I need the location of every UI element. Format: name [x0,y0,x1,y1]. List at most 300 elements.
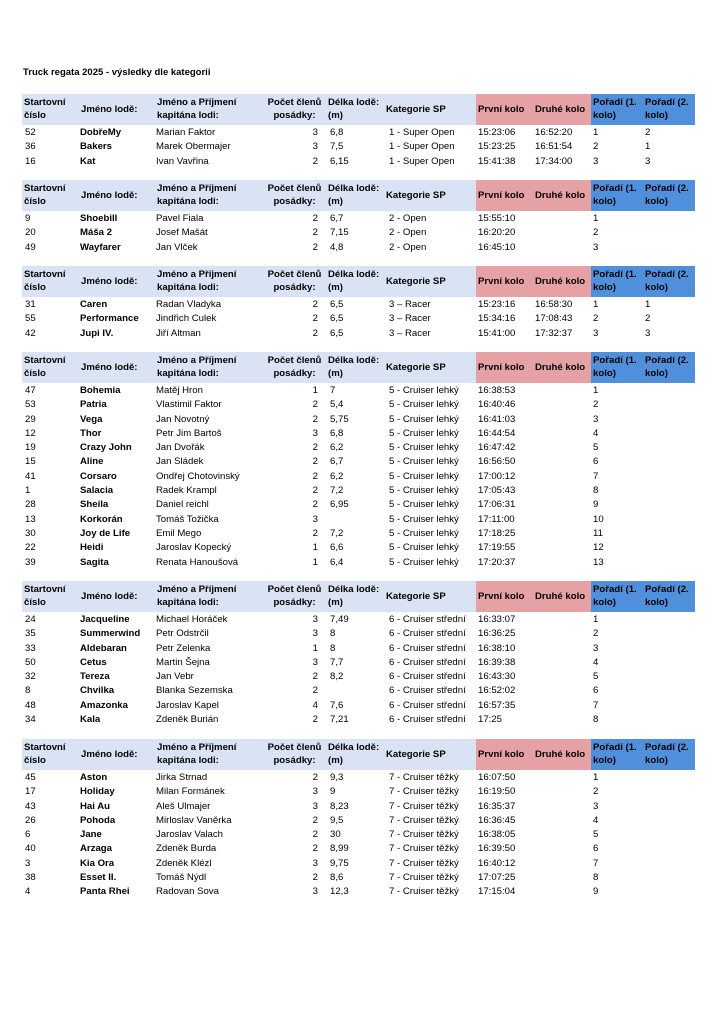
cell-first: 17:11:00 [478,513,515,525]
cell-boat: Vega [80,413,103,425]
header-first: První kolo [476,352,533,383]
cell-first: 16:40:12 [478,857,516,869]
cell-num: 40 [25,843,36,855]
cell-category: 5 - Cruiser lehký [389,513,459,525]
cell-category: 6 - Cruiser střední [389,699,466,711]
cell-boat: Aline [80,456,104,468]
cell-rank1: 1 [593,299,599,310]
cell-category: 7 - Cruiser těžký [389,886,459,898]
cell-boat: Aldebaran [80,642,127,654]
cell-category: 5 - Cruiser lehký [389,542,459,554]
cell-second: 17:08:43 [535,313,573,325]
cell-captain: Tomáš Tožička [156,513,219,525]
header-crew: Počet členů posádky: [263,266,326,297]
cell-rank1: 8 [593,872,599,884]
cell-rank1: 2 [593,399,599,411]
category-table [22,180,695,255]
cell-captain: Vlastimil Faktor [156,399,222,411]
cell-num: 39 [25,556,36,568]
cell-first: 16:19:50 [478,786,516,798]
cell-first: 15:23:25 [478,141,516,153]
cell-crew: 1 [312,556,318,568]
cell-first: 15:23:06 [478,127,516,138]
category-table [22,739,695,900]
cell-length: 6,5 [330,327,344,339]
cell-first: 16:36:45 [478,814,516,826]
table-header [22,266,695,297]
cell-rank1: 4 [593,656,599,668]
cell-boat: Hai Au [80,800,111,812]
category-table [22,581,695,727]
cell-length: 6,5 [330,299,344,310]
cell-num: 50 [25,656,36,668]
cell-crew: 2 [312,685,318,697]
cell-boat: Salacia [80,485,114,497]
cell-crew: 3 [312,127,318,138]
table-row [22,126,695,140]
cell-crew: 2 [312,714,318,726]
cell-crew: 2 [312,241,318,253]
cell-boat: Jupi IV. [80,327,114,339]
cell-crew: 2 [312,442,318,454]
cell-num: 9 [25,213,31,224]
cell-rank2: 3 [645,327,651,339]
cell-rank1: 2 [593,141,599,153]
cell-first: 16:36:25 [478,628,516,640]
header-category: Kategorie SP [384,739,476,770]
cell-rank1: 12 [593,542,604,554]
cell-num: 53 [25,399,36,411]
cell-num: 6 [25,829,31,841]
cell-captain: Marek Obermajer [156,141,231,153]
cell-rank1: 5 [593,442,599,454]
cell-crew: 3 [312,857,318,869]
cell-crew: 3 [312,656,318,668]
cell-num: 33 [25,642,36,654]
table-row [22,527,695,541]
cell-boat: Chvilka [80,685,115,697]
cell-captain: Jan Vlček [156,241,198,253]
cell-rank1: 7 [593,470,599,482]
header-category: Kategorie SP [384,94,476,125]
table-row [22,241,695,255]
cell-length: 5,75 [330,413,349,425]
header-rank1: Pořadí (1. kolo) [591,739,643,770]
cell-rank2: 2 [645,127,651,138]
cell-crew: 1 [312,642,318,654]
table-row [22,155,695,169]
cell-length: 7,2 [330,485,344,497]
cell-first: 17:00:12 [478,470,516,482]
cell-rank1: 5 [593,671,599,683]
header-first: První kolo [476,581,533,612]
cell-num: 20 [25,227,36,239]
cell-category: 7 - Cruiser těžký [389,800,459,812]
cell-captain: Jindřich Culek [156,313,217,325]
header-rank2: Pořadí (2. kolo) [643,352,695,383]
header-length: Délka lodě: (m) [326,180,384,211]
header-crew: Počet členů posádky: [263,739,326,770]
cell-captain: Radek Krampl [156,485,217,497]
cell-rank1: 3 [593,642,599,654]
cell-category: 2 - Open [389,213,427,224]
cell-crew: 3 [312,628,318,640]
cell-length: 6,2 [330,442,344,454]
cell-captain: Jaroslav Kopecký [156,542,232,554]
cell-length: 7,15 [330,227,349,239]
cell-boat: Corsaro [80,470,117,482]
table-row [22,885,695,899]
table-row [22,541,695,555]
cell-num: 17 [25,786,36,798]
cell-num: 55 [25,313,36,325]
table-row [22,513,695,527]
cell-category: 7 - Cruiser těžký [389,772,459,783]
cell-num: 45 [25,772,36,783]
cell-first: 17:25 [478,714,503,726]
cell-category: 6 - Cruiser střední [389,656,466,668]
cell-category: 5 - Cruiser lehký [389,499,459,511]
table-row [22,484,695,498]
header-captain: Jméno a Příjmení kapitána lodi: [155,739,263,770]
cell-category: 1 - Super Open [389,127,455,138]
cell-num: 28 [25,499,36,511]
cell-crew: 1 [312,542,318,554]
header-category: Kategorie SP [384,180,476,211]
cell-crew: 2 [312,413,318,425]
table-row [22,140,695,154]
cell-num: 36 [25,141,36,153]
cell-first: 15:41:38 [478,155,516,167]
cell-captain: Jan Novotný [156,413,210,425]
cell-first: 16:35:37 [478,800,516,812]
cell-captain: Marian Faktor [156,127,216,138]
cell-category: 6 - Cruiser střední [389,642,466,654]
cell-num: 24 [25,614,36,625]
cell-num: 16 [25,155,36,167]
cell-captain: Petr Zelenka [156,642,211,654]
cell-rank1: 2 [593,786,599,798]
table-row [22,627,695,641]
cell-boat: Heidi [80,542,104,554]
cell-length: 8,2 [330,671,344,683]
cell-crew: 3 [312,513,318,525]
cell-boat: Esset II. [80,872,117,884]
cell-second: 16:58:30 [535,299,573,310]
cell-length: 12,3 [330,886,349,898]
cell-category: 6 - Cruiser střední [389,671,466,683]
cell-category: 3 – Racer [389,299,431,310]
cell-crew: 1 [312,385,318,396]
cell-length: 30 [330,829,341,841]
cell-rank1: 5 [593,829,599,841]
table-row [22,212,695,226]
cell-captain: Ivan Vavřina [156,155,209,167]
cell-category: 5 - Cruiser lehký [389,399,459,411]
cell-rank1: 8 [593,714,599,726]
cell-length: 6,4 [330,556,344,568]
cell-first: 15:55:10 [478,213,516,224]
cell-num: 48 [25,699,36,711]
cell-length: 7 [330,385,336,396]
cell-boat: Panta Rhei [80,886,130,898]
cell-num: 41 [25,470,36,482]
cell-length: 7,49 [330,614,349,625]
cell-rank1: 4 [593,427,599,439]
cell-rank1: 3 [593,800,599,812]
cell-captain: Blanka Sezemska [156,685,233,697]
cell-length: 9,5 [330,814,344,826]
cell-first: 17:05:43 [478,485,516,497]
header-start: Startovní číslo [22,352,79,383]
cell-captain: Aleš Ulmajer [156,800,211,812]
cell-num: 38 [25,872,36,884]
cell-num: 19 [25,442,36,454]
table-header [22,739,695,770]
cell-rank1: 1 [593,127,599,138]
cell-boat: Bakers [80,141,113,153]
cell-rank1: 6 [593,456,599,468]
header-rank2: Pořadí (2. kolo) [643,581,695,612]
cell-captain: Jan Sládek [156,456,204,468]
cell-num: 32 [25,671,36,683]
header-boat: Jméno lodě: [79,94,155,125]
cell-category: 7 - Cruiser těžký [389,857,459,869]
header-captain: Jméno a Příjmení kapitána lodi: [155,180,263,211]
header-second: Druhé kolo [533,94,591,125]
cell-num: 22 [25,542,36,554]
cell-category: 3 – Racer [389,327,431,339]
cell-length: 6,7 [330,213,344,224]
cell-second: 17:34:00 [535,155,573,167]
cell-length: 6,8 [330,127,344,138]
cell-captain: Tomáš Nýdl [156,872,207,884]
cell-second: 16:52:20 [535,127,573,138]
cell-rank1: 7 [593,699,599,711]
cell-category: 7 - Cruiser těžký [389,829,459,841]
cell-length: 4,8 [330,241,344,253]
cell-captain: Josef Mašát [156,227,208,239]
table-row [22,642,695,656]
cell-crew: 2 [312,227,318,239]
header-boat: Jméno lodě: [79,739,155,770]
cell-length: 6,5 [330,313,344,325]
cell-captain: Jaroslav Valach [156,829,224,841]
cell-length: 6,6 [330,542,344,554]
cell-captain: Martin Šejna [156,656,210,668]
header-rank1: Pořadí (1. kolo) [591,266,643,297]
cell-captain: Pavel Fiala [156,213,204,224]
cell-rank1: 9 [593,886,599,898]
header-rank2: Pořadí (2. kolo) [643,94,695,125]
cell-first: 16:39:38 [478,656,516,668]
cell-num: 34 [25,714,36,726]
cell-category: 2 - Open [389,227,427,239]
header-crew: Počet členů posádky: [263,180,326,211]
cell-crew: 2 [312,313,318,325]
header-length: Délka lodě: (m) [326,581,384,612]
table-row [22,771,695,785]
table-row [22,800,695,814]
cell-length: 8 [330,628,336,640]
cell-category: 5 - Cruiser lehký [389,485,459,497]
cell-crew: 3 [312,800,318,812]
cell-length: 7,7 [330,656,344,668]
cell-rank1: 2 [593,313,599,325]
cell-category: 7 - Cruiser těžký [389,786,459,798]
cell-num: 52 [25,127,36,138]
header-second: Druhé kolo [533,739,591,770]
cell-category: 5 - Cruiser lehký [389,470,459,482]
header-rank1: Pořadí (1. kolo) [591,94,643,125]
header-rank1: Pořadí (1. kolo) [591,581,643,612]
cell-length: 7,6 [330,699,344,711]
cell-first: 16:45:10 [478,241,516,253]
cell-captain: Zdeněk Burda [156,843,217,855]
table-row [22,699,695,713]
table-header [22,581,695,612]
cell-crew: 2 [312,829,318,841]
header-rank2: Pořadí (2. kolo) [643,739,695,770]
cell-first: 16:43:30 [478,671,516,683]
cell-category: 3 – Racer [389,313,431,325]
cell-first: 16:41:03 [478,413,516,425]
table-row [22,656,695,670]
cell-rank1: 11 [593,527,603,539]
cell-captain: Jan Vebr [156,671,194,683]
table-row [22,441,695,455]
cell-second: 17:32:37 [535,327,573,339]
header-category: Kategorie SP [384,352,476,383]
cell-rank1: 2 [593,628,599,640]
cell-crew: 3 [312,886,318,898]
header-rank1: Pořadí (1. kolo) [591,352,643,383]
cell-crew: 2 [312,671,318,683]
cell-first: 17:07:25 [478,872,516,884]
cell-rank2: 1 [645,299,651,310]
cell-boat: Jacqueline [80,614,130,625]
cell-crew: 4 [312,699,318,711]
header-second: Druhé kolo [533,266,591,297]
cell-crew: 2 [312,485,318,497]
table-row [22,556,695,570]
cell-num: 30 [25,527,36,539]
table-row [22,455,695,469]
cell-length: 7,2 [330,527,344,539]
cell-boat: Wayfarer [80,241,121,253]
cell-num: 8 [25,685,31,697]
header-boat: Jméno lodě: [79,352,155,383]
cell-captain: Mirloslav Vaněrka [156,814,232,826]
cell-crew: 2 [312,299,318,310]
cell-boat: Shoebill [80,213,118,224]
cell-captain: Ondřej Chotovinský [156,470,240,482]
cell-boat: Summerwind [80,628,141,640]
cell-category: 7 - Cruiser těžký [389,843,459,855]
cell-captain: Zdeněk Burián [156,714,219,726]
cell-rank1: 3 [593,413,599,425]
cell-first: 16:57:35 [478,699,516,711]
table-row [22,828,695,842]
cell-first: 16:38:10 [478,642,516,654]
cell-first: 16:47:42 [478,442,516,454]
cell-rank1: 7 [593,857,599,869]
cell-first: 17:19:55 [478,542,516,554]
table-row [22,312,695,326]
table-row [22,684,695,698]
cell-rank1: 1 [593,385,599,396]
table-row [22,327,695,341]
cell-num: 1 [25,485,31,497]
header-start: Startovní číslo [22,739,79,770]
cell-rank1: 3 [593,241,599,253]
cell-crew: 2 [312,499,318,511]
cell-length: 7,5 [330,141,344,153]
cell-category: 5 - Cruiser lehký [389,413,459,425]
cell-boat: Sheila [80,499,109,511]
cell-boat: Sagita [80,556,109,568]
cell-crew: 3 [312,427,318,439]
cell-length: 9,75 [330,857,349,869]
table-row [22,871,695,885]
cell-num: 12 [25,427,36,439]
cell-first: 17:06:31 [478,499,516,511]
cell-boat: Thor [80,427,102,439]
table-row [22,226,695,240]
cell-rank1: 2 [593,227,599,239]
cell-boat: Bohemia [80,385,121,396]
category-table [22,266,695,341]
cell-captain: Zdeněk Klézl [156,857,212,869]
header-second: Druhé kolo [533,352,591,383]
cell-rank1: 9 [593,499,599,511]
header-captain: Jméno a Příjmení kapitána lodi: [155,94,263,125]
header-category: Kategorie SP [384,266,476,297]
cell-length: 9,3 [330,772,344,783]
cell-first: 16:20:20 [478,227,516,239]
cell-category: 5 - Cruiser lehký [389,427,459,439]
cell-length: 9 [330,786,336,798]
header-length: Délka lodě: (m) [326,352,384,383]
cell-length: 6,15 [330,155,349,167]
cell-num: 26 [25,814,36,826]
category-table [22,352,695,570]
cell-length: 5,4 [330,399,344,411]
cell-boat: Patria [80,399,107,411]
cell-boat: Joy de Life [80,527,131,539]
cell-rank1: 6 [593,843,599,855]
cell-length: 6,8 [330,427,344,439]
cell-first: 16:07:50 [478,772,516,783]
cell-category: 6 - Cruiser střední [389,685,466,697]
header-first: První kolo [476,180,533,211]
cell-captain: Matěj Hron [156,385,203,396]
cell-first: 16:38:53 [478,385,516,396]
cell-rank1: 10 [593,513,604,525]
header-category: Kategorie SP [384,581,476,612]
cell-num: 47 [25,385,36,396]
cell-first: 15:34:16 [478,313,516,325]
header-start: Startovní číslo [22,180,79,211]
cell-boat: Kia Ora [80,857,115,869]
cell-rank1: 4 [593,814,599,826]
cell-num: 31 [25,299,36,310]
category-table [22,94,695,169]
cell-boat: Holiday [80,786,115,798]
cell-rank1: 3 [593,327,599,339]
cell-category: 6 - Cruiser střední [389,628,466,640]
table-row [22,613,695,627]
